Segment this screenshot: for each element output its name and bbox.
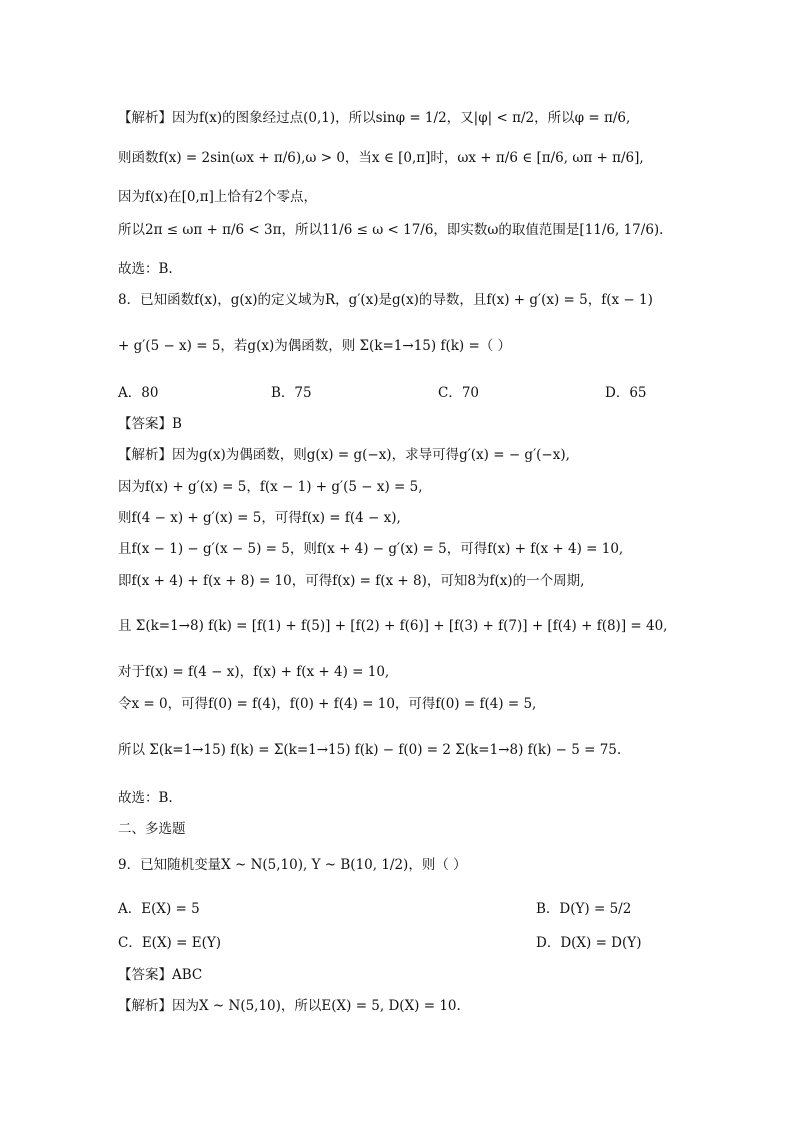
q8-option-a: A．80 [118, 385, 159, 401]
sol7-line-2: 则函数f(x) = 2sin(ωx + π/6),ω > 0，当x ∈ [0,π]时，ωx + π/6 ∈ [π/6, ωπ + π/6], [118, 150, 644, 166]
q9-stem: 9．已知随机变量X ~ N(5,10), Y ~ B(10, 1/2)，则（ ） [118, 857, 467, 873]
q8-sol-line-2: 因为f(x) + g′(x) = 5，f(x − 1) + g′(5 − x) = 5, [118, 479, 423, 495]
q9-option-c: C．E(X) = E(Y) [118, 935, 222, 951]
q8-answer: 【答案】B [118, 416, 182, 432]
q8-option-d: D．65 [605, 385, 647, 401]
q9-answer: 【答案】ABC [118, 967, 203, 983]
sol7-line-5: 故选：B. [118, 261, 173, 277]
q8-sol-line-4: 且f(x − 1) − g′(x − 5) = 5，则f(x + 4) − g′(x) = 5，可得f(x) + f(x + 4) = 10, [118, 541, 624, 557]
sol7-line-4: 所以2π ≤ ωπ + π/6 < 3π，所以11/6 ≤ ω < 17/6，即实数ω的取值范围是[11/6, 17/6). [118, 222, 664, 238]
q8-stem-line-2: + g′(5 − x) = 5，若g(x)为偶函数，则 Σ(k=1→15) f(k) =（ ） [118, 338, 512, 354]
q8-sol-line-3: 则f(4 − x) + g′(x) = 5，可得f(x) = f(4 − x), [118, 510, 401, 526]
q8-sol-line-8: 令x = 0，可得f(0) = f(4)，f(0) + f(4) = 10，可得f(0) = f(4) = 5, [118, 696, 537, 712]
q8-sol-line-5: 即f(x + 4) + f(x + 8) = 10，可得f(x) = f(x + 8)，可知8为f(x)的一个周期, [118, 573, 585, 589]
q8-sol-line-1: 【解析】因为g(x)为偶函数，则g(x) = g(−x)，求导可得g′(x) = − g′(−x), [118, 447, 570, 463]
sol7-line-1: 【解析】因为f(x)的图象经过点(0,1)，所以sinφ = 1/2，又|φ| < π/2，所以φ = π/6, [118, 110, 631, 126]
q8-sol-line-9: 所以 Σ(k=1→15) f(k) = Σ(k=1→15) f(k) − f(0) = 2 Σ(k=1→8) f(k) − 5 = 75. [118, 742, 622, 758]
q8-option-b: B．75 [271, 385, 312, 401]
q8-stem-line-1: 8．已知函数f(x)，g(x)的定义域为R，g′(x)是g(x)的导数，且f(x) + g′(x) = 5，f(x − 1) [118, 292, 653, 308]
q8-sol-line-7: 对于f(x) = f(4 − x)，f(x) + f(x + 4) = 10, [118, 664, 390, 680]
q8-sol-line-6: 且 Σ(k=1→8) f(k) = [f(1) + f(5)] + [f(2) + f(6)] + [f(3) + f(7)] + [f(4) + f(8)] = 40, [118, 618, 668, 634]
q8-option-c: C．70 [438, 385, 480, 401]
sol7-line-3: 因为f(x)在[0,π]上恰有2个零点， [118, 189, 318, 205]
q9-option-d: D．D(X) = D(Y) [536, 935, 642, 951]
q9-sol-line-1: 【解析】因为X ~ N(5,10)，所以E(X) = 5, D(X) = 10. [118, 998, 461, 1014]
q8-sol-line-10: 故选：B. [118, 790, 173, 806]
q9-option-a: A．E(X) = 5 [118, 901, 200, 917]
q9-option-b: B．D(Y) = 5/2 [536, 901, 632, 917]
section-heading: 二、多选题 [118, 821, 186, 837]
